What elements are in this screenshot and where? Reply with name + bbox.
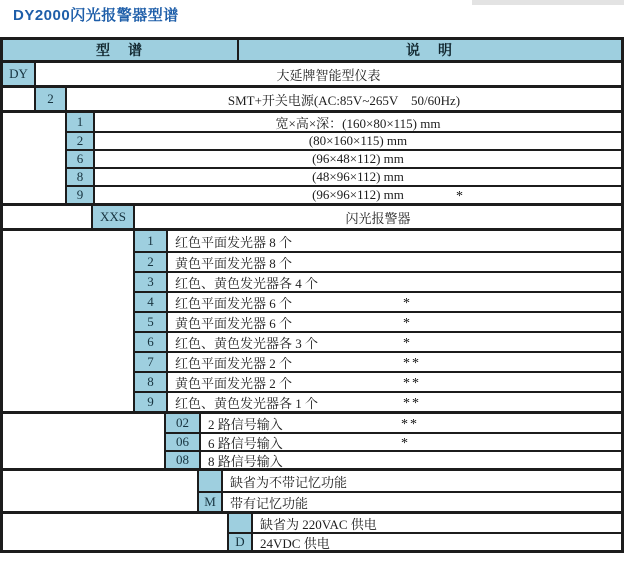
footnote-mark: ** [403, 355, 421, 371]
model-code-cell: 4 [135, 293, 168, 311]
model-code-cell: 3 [135, 273, 168, 291]
row-description: 缺省为不带记忆功能 [230, 474, 348, 490]
row-description: 缺省为 220VAC 供电 [260, 516, 377, 532]
table-row [229, 514, 621, 532]
table-row [135, 231, 621, 251]
table-row [67, 131, 621, 149]
row-description: 大延牌智能型仪表 [276, 67, 381, 83]
header-description-column: 说 明 [406, 44, 454, 59]
model-code-cell: 02 [166, 414, 201, 432]
table-row [135, 291, 621, 311]
row-description: 黄色平面发光器 8 个 [175, 255, 293, 271]
footnote-mark: * [403, 315, 412, 331]
model-code-cell: 6 [67, 151, 95, 167]
model-code-cell: 08 [166, 452, 201, 468]
table-row [166, 450, 621, 468]
top-edge-artifact [472, 0, 624, 5]
row-description: 8 路信号输入 [208, 453, 283, 469]
model-code-cell [229, 514, 253, 532]
model-code-cell: 9 [135, 393, 168, 411]
row-description: 黄色平面发光器 2 个 [175, 375, 293, 391]
model-code-cell: 1 [67, 113, 95, 131]
table-row [229, 532, 621, 550]
table-row [135, 311, 621, 331]
indent-spacer [3, 231, 135, 411]
table-row [199, 471, 621, 491]
table-row [67, 149, 621, 167]
block-dimensions [3, 110, 621, 203]
row-description: 闪光报警器 [345, 210, 411, 226]
row-description: 黄色平面发光器 6 个 [175, 315, 293, 331]
table-row [135, 391, 621, 411]
block-power-supply [3, 85, 621, 110]
model-code-cell: 9 [67, 187, 95, 203]
table-row [36, 88, 621, 110]
model-code-cell: 8 [135, 373, 168, 391]
row-description: (96×48×112) mm [312, 151, 404, 166]
header-model-column: 型 谱 [3, 40, 239, 60]
indent-spacer [3, 471, 199, 511]
table-row [166, 414, 621, 432]
row-description: 6 路信号输入 [208, 435, 283, 451]
indent-spacer [3, 113, 67, 203]
block-signal-input [3, 411, 621, 468]
row-description: (96×96×112) mm [312, 187, 404, 202]
model-code-cell: 2 [135, 253, 168, 271]
table-row [166, 432, 621, 450]
block-memory-function [3, 468, 621, 511]
row-description: 红色平面发光器 2 个 [175, 355, 293, 371]
row-description: 24VDC 供电 [260, 535, 330, 551]
footnote-mark: ** [401, 416, 419, 432]
footnote-mark: ** [403, 375, 421, 391]
row-description: (80×160×115) mm [308, 133, 408, 148]
table-row [67, 113, 621, 131]
model-code-cell: 2 [67, 133, 95, 149]
footnote-mark: * [456, 188, 465, 204]
indent-spacer [3, 206, 93, 228]
model-code-cell: 8 [67, 169, 95, 185]
table-row [67, 167, 621, 185]
table-row [199, 491, 621, 511]
model-code-cell: 1 [135, 231, 168, 251]
indent-spacer [3, 414, 166, 468]
indent-spacer [3, 88, 36, 110]
table-row [135, 331, 621, 351]
footnote-mark: * [401, 435, 410, 451]
table-row [135, 251, 621, 271]
model-code-cell: 06 [166, 434, 201, 450]
model-code-cell: DY [3, 63, 36, 85]
model-code-cell: 7 [135, 353, 168, 371]
indent-spacer [3, 514, 229, 550]
page-title: DY2000闪光报警器型谱 [13, 7, 179, 24]
row-description: 红色、黄色发光器各 3 个 [175, 335, 319, 351]
footnote-mark: ** [403, 395, 421, 411]
table-row [3, 63, 621, 85]
model-code-cell [199, 471, 223, 491]
model-code-cell: 5 [135, 313, 168, 331]
table-header-row [3, 40, 621, 60]
row-description: 2 路信号输入 [208, 416, 283, 432]
model-spectrum-table [0, 37, 624, 553]
footnote-mark: * [403, 295, 412, 311]
block-brand [3, 60, 621, 85]
model-code-cell: D [229, 534, 253, 550]
model-code-cell: M [199, 493, 223, 511]
model-code-cell: 2 [36, 88, 67, 110]
table-row [67, 185, 621, 203]
row-description: SMT+开关电源(AC:85V~265V 50/60Hz) [227, 92, 461, 108]
row-description: 红色、黄色发光器各 4 个 [175, 275, 319, 291]
row-description: 红色、黄色发光器各 1 个 [175, 395, 319, 411]
row-description: (48×96×112) mm [312, 169, 404, 184]
block-flash-alarm [3, 203, 621, 228]
row-description: 红色平面发光器 6 个 [175, 295, 293, 311]
model-code-cell: 6 [135, 333, 168, 351]
row-description: 带有记忆功能 [230, 495, 309, 511]
model-code-cell: XXS [93, 206, 135, 228]
table-row [135, 371, 621, 391]
block-flasher-config [3, 228, 621, 411]
block-supply-voltage [3, 511, 621, 550]
table-row [135, 351, 621, 371]
row-description: 宽×高×深：(160×80×115) mm [275, 115, 441, 131]
footnote-mark: * [403, 335, 412, 351]
row-description: 红色平面发光器 8 个 [175, 234, 293, 250]
table-row [135, 271, 621, 291]
table-row [93, 206, 621, 228]
